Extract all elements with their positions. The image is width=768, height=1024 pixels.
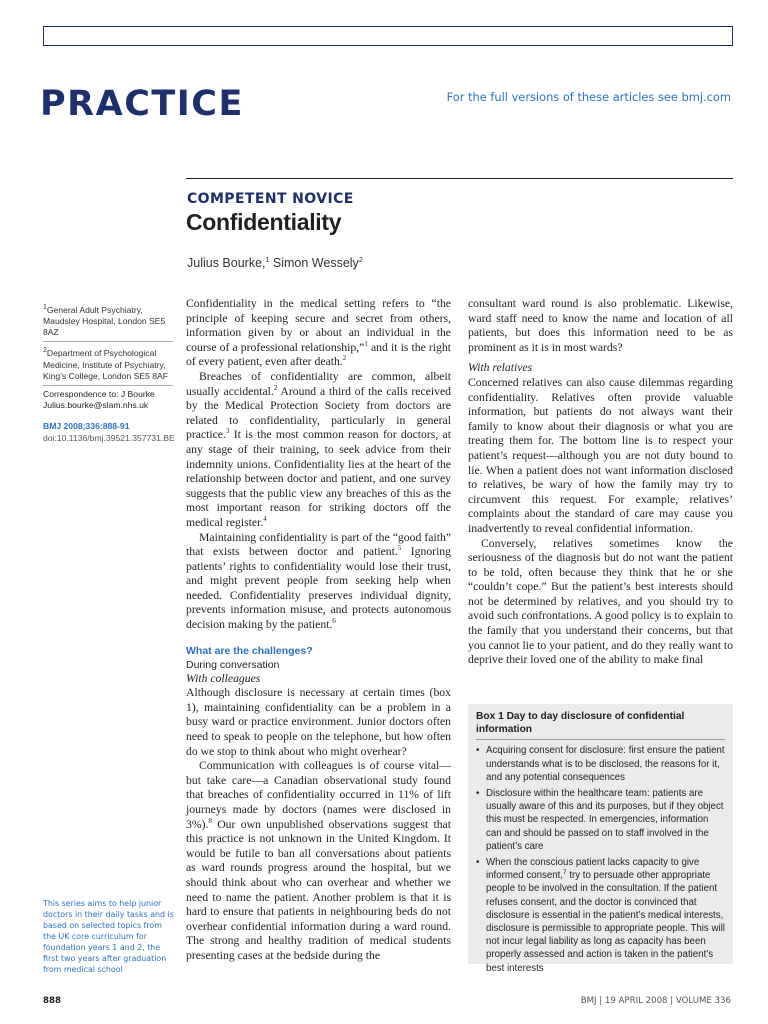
author-line	[187, 256, 363, 270]
correspondence: Correspondence to: J Bourke	[43, 388, 155, 399]
subsection-heading: With relatives	[468, 361, 533, 375]
header-rule	[186, 178, 733, 179]
paragraph: Concerned relatives can also cause dilemmas regarding confidentiality. Relatives often provide valuable information, but patients do not always want their family to know about their diagnosis or what you are treating them for. The bottom line is to respect your patient’s request—although you are not duty bound to lie. When a patient does not want information disclosed to relatives, be wary of how the family may try to circumvent this request. For example, relatives’ complaints about the standard of care may cause you inadvertently to reveal confidential information.	[468, 375, 733, 535]
article-sidebar	[43, 302, 173, 444]
paragraph: Communication with colleagues is of course vital—but take care—a Canadian observational study found that breaches of confidentiality occurred in 11% of lift journeys made by doctors (names were disclosed in 3%).$^8$ Our own unpublished observations suggest that this practice is not unknown in the United Kingdom. It would be futile to ban all conversations about patients as ward rounds progress around the hospital, but we should think about who can overhear and whether we need to name the patient. Another problem is that it is hard to ensure that patients in neighbouring beds do not overhear confidential information during a ward round. The strong and healthy tradition of medical students presenting cases at the bedside during the	[186, 759, 451, 962]
doi[interactable]: doi:10.1136/bmj.39521.357731.BE	[43, 432, 175, 443]
subsection-heading: With colleagues	[186, 671, 261, 685]
box-item: • Disclosure within the healthcare team: patients are usually aware of this and its purposes, but if they object this must be respected. In emergencies, information can and should be passed on to staff involved in the patient’s care	[476, 787, 725, 853]
affiliation-marker: 2	[358, 256, 363, 264]
citation: BMJ 2008;336:888-91	[43, 421, 130, 432]
reference-marker: 5	[397, 544, 402, 553]
affiliation-marker: 1	[265, 256, 270, 264]
top-banner-frame	[43, 26, 733, 46]
box-item: • Acquiring consent for disclosure: first ensure the patient understands what is to be disclosed, the reasons for it, and any potential consequences	[476, 744, 725, 784]
reference-marker: 3	[225, 427, 230, 436]
section-title: PRACTICE	[40, 84, 244, 124]
correspondence-email[interactable]: Julius.bourke@slam.nhs.uk	[43, 400, 149, 411]
box-list	[476, 744, 725, 974]
subsection-label: During conversation	[186, 658, 280, 671]
paragraph: consultant ward round is also problematic. Likewise, ward staff need to know the name and location of all patients, but does this information need to be as prominent as it is in most wards?	[468, 297, 733, 354]
reference-marker: 7	[563, 869, 567, 876]
citation-block	[43, 421, 173, 443]
journal-footer: BMJ | 19 APRIL 2008 | VOLUME 336	[580, 996, 731, 1006]
reference-marker: 1	[364, 339, 368, 348]
reference-marker: 2	[273, 383, 278, 392]
body-column-1	[186, 297, 451, 964]
author-name: Simon Wessely	[269, 256, 359, 270]
box-1	[468, 704, 733, 974]
box-item: • When the conscious patient lacks capacity to give informed consent,$^7$ try to persuade other appropriate people to be involved in the consultation. If the patient refuses consent, and the doctor is convinced that disclosure is essential in the patient’s medical interests, disclosure is permissible to appropriate people. This will not incur legal liability as long as capacity has been properly assessed and action is taken in the patient’s best interests	[476, 856, 725, 975]
paragraph: Conversely, relatives sometimes know the seriousness of the diagnosis but do not want the patient to be told, often because they think that he or she “couldn’t cope.” But the patient’s best interests should not be determined by relatives, and you should try to avoid such confrontations. A good policy is to explain to the family that you understand their concerns, but that you cannot lie to your patient, and do they really want to deprive their loved one of the ability to make final	[468, 536, 733, 667]
paragraph: Confidentiality in the medical setting refers to “the principle of keeping secure and secret from others, information given by or about an individual in the course of a professional relationship,”$^1$ and it is the right of every patient, even after death.$^2$	[186, 297, 451, 369]
box-title: Box 1 Day to day disclosure of confidential information	[476, 710, 725, 740]
section-heading: What are the challenges?	[186, 644, 313, 657]
affiliation-1: $^1$General Adult Psychiatry, Maudsley Hospital, London SE5 8AZ	[43, 302, 173, 342]
article-title: Confidentiality	[186, 209, 342, 235]
series-note: This series aims to help junior doctors in their daily tasks and is based on selected topics from the UK core curriculum for foundation years 1 and 2, the first two years after graduation from medical school	[43, 899, 174, 974]
series-kicker: COMPETENT NOVICE	[187, 191, 354, 207]
full-versions-link[interactable]: For the full versions of these articles see bmj.com	[446, 90, 731, 104]
affiliation-2: $^2$Department of Psychological Medicine, Institute of Psychiatry, King’s College, London SE5 8AF	[43, 345, 173, 385]
reference-marker: 8	[208, 816, 212, 825]
page-number: 888	[43, 996, 61, 1006]
body-column-2	[468, 297, 733, 668]
reference-marker: 4	[263, 515, 267, 524]
paragraph: Breaches of confidentiality are common, albeit usually accidental.$^2$ Around a third of the calls received by the Medical Protection Society from doctors are related to confidentiality, particularly in general practice.$^3$ It is the most common reason for doctors, at any stage of their training, to seek advice from their indemnity unions. Confidentiality lies at the heart of the relationship between doctor and patient, and one survey suggests that the public view any breaches of this as the most important reason for striking doctors off the medical register.$^4$	[186, 369, 451, 529]
reference-marker: 6	[332, 617, 336, 626]
reference-marker: 2	[342, 354, 347, 363]
paragraph: Although disclosure is necessary at certain times (box 1), maintaining confidentiality can be a problem in a busy ward or practice environment. Junior doctors often need to speak to people on the telephone, but how often do we stop to think about who might overhear?	[186, 686, 451, 758]
author-name: Julius Bourke,	[187, 256, 266, 270]
paragraph: Maintaining confidentiality is part of the “good faith” that exists between doctor and patient.$^5$ Ignoring patients’ rights to confidentiality would lose their trust, and might prevent people from seeking help when needed. Confidentiality preserves individual dignity, prevents information misuse, and protects autonomous decision making by the patient.$^6$	[186, 530, 451, 632]
